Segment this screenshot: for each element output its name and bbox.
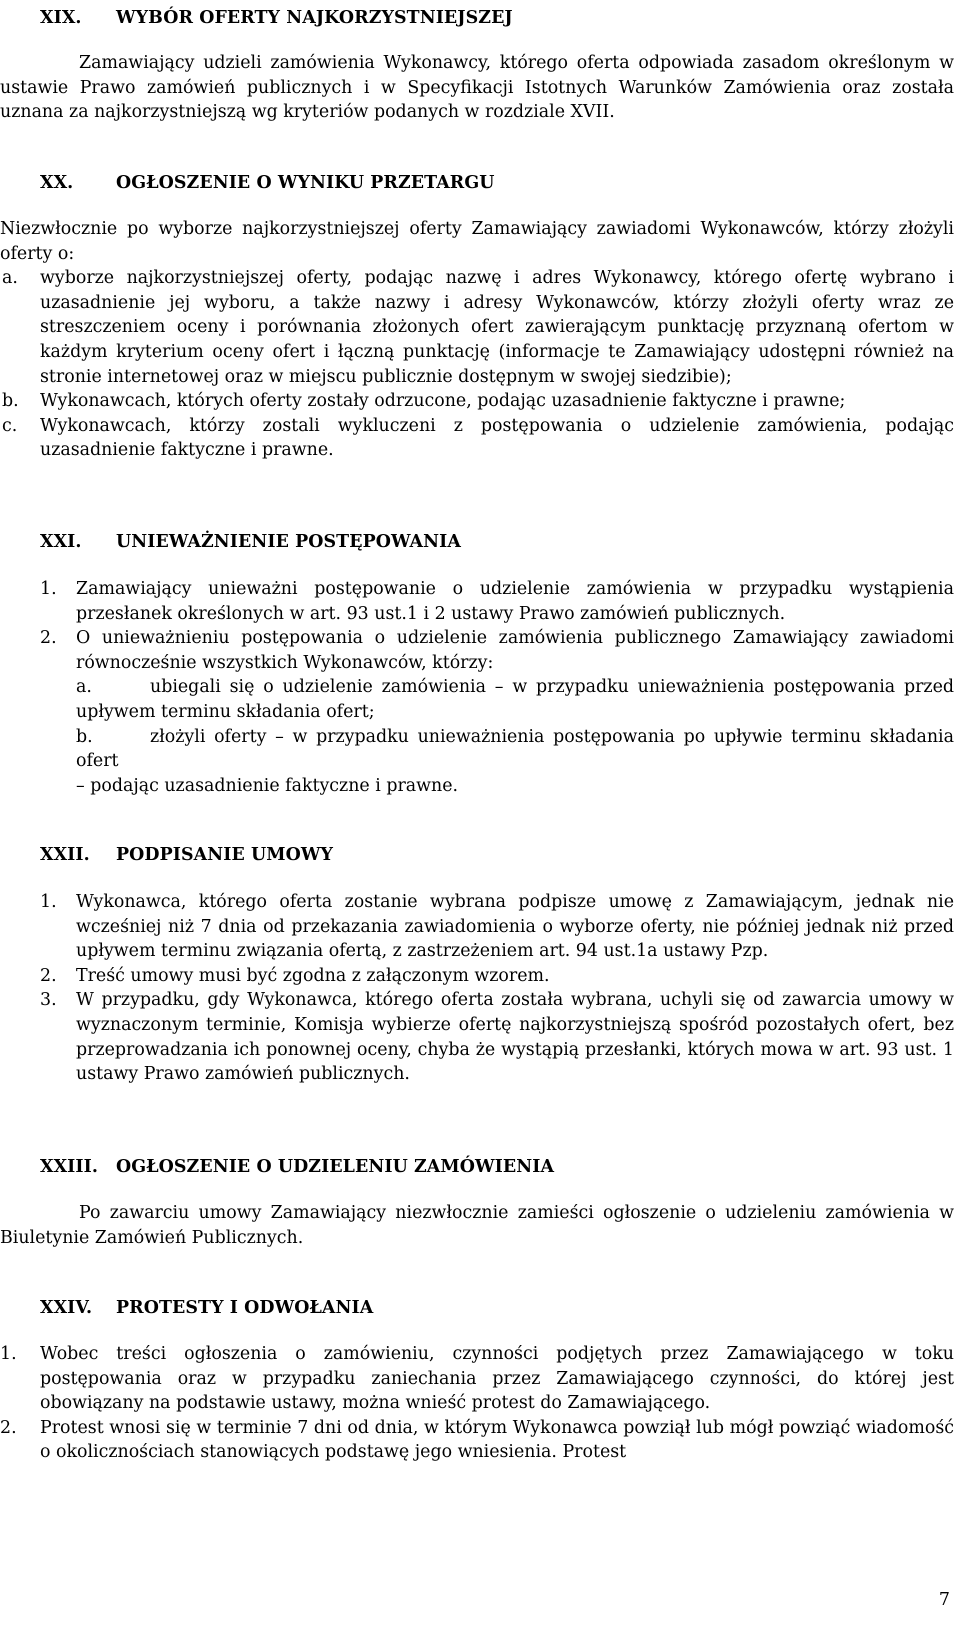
section-title: UNIEWAŻNIENIE POSTĘPOWANIA (116, 532, 461, 552)
section-title: OGŁOSZENIE O WYNIKU PRZETARGU (116, 173, 495, 193)
list-item (40, 964, 954, 989)
section-number: XXIV. (40, 1298, 93, 1318)
list-item-text: Treść umowy musi być zgodna z załączonym wzorem. (76, 965, 550, 986)
section-number: XXIII. (40, 1157, 99, 1177)
list-item-text: wyborze najkorzystniejszej oferty, podając nazwę i adres Wykonawcy, którego ofertę wybrano i uzasadnienie jej wyboru, a także nazwy i adresy Wykonawców, którzy złożyli oferty wraz ze streszczeniem oceny i porównania złożonych ofert zawierającym punktację przyznaną ofertom w każdym kryterium oceny ofert i łączną punktację (informacje te Zamawiający udostępni również na stronie internetowej oraz w miejscu publicznie dostępnym w swojej siedzibie); (40, 268, 954, 387)
list-item (40, 988, 954, 1086)
section-title: WYBÓR OFERTY NAJKORZYSTNIEJSZEJ (116, 8, 513, 28)
sub-item-body: ubiegali się o udzielenie zamówienia – w przypadku unieważnienia postępowania przed upływem terminu składania ofert; (76, 677, 954, 722)
section-xxi-body (40, 577, 954, 798)
list-item (40, 626, 954, 675)
list-marker: 1. (0, 1344, 17, 1364)
list-marker: 1. (40, 892, 57, 912)
section-xxiv-body (0, 1342, 954, 1465)
section-number: XXI. (40, 532, 82, 552)
list-item (2, 389, 954, 414)
list-marker: 1. (40, 579, 57, 599)
section-title: OGŁOSZENIE O UDZIELENIU ZAMÓWIENIA (116, 1157, 555, 1177)
paragraph: Zamawiający udzieli zamówienia Wykonawcy, którego oferta odpowiada zasadom określonym w ustawie Prawo zamówień publicznych i w Specyfikacji Istotnych Warunków Zamówienia oraz została uznana za najkorzystniejszą wg kryteriów podanych w rozdziale XVII. (0, 53, 954, 123)
list-item-text: Wobec treści ogłoszenia o zamówieniu, czynności podjętych przez Zamawiającego w toku postępowania oraz w przypadku zaniechania przez Zamawiającego czynności, do której jest obowiązany na podstawie ustawy, można wnieść protest do Zamawiającego. (40, 1344, 954, 1414)
list-item-text: W przypadku, gdy Wykonawca, którego oferta została wybrana, uchyli się od zawarcia umowy w wyznaczonym terminie, Komisja wybierze ofertę najkorzystniejszą spośród pozostałych ofert, bez przeprowadzania ich ponownej oceny, chyba że wystąpią przesłanki, których mowa w art. 93 ust. 1 ustawy Prawo zamówień publicznych. (76, 990, 954, 1085)
section-xix-body (0, 51, 954, 125)
section-title: PROTESTY I ODWOŁANIA (116, 1298, 374, 1318)
sub-list-item (76, 725, 954, 774)
section-heading-xxiv (40, 1296, 373, 1321)
section-number: XXII. (40, 845, 90, 865)
list-marker: 2. (40, 965, 57, 986)
sub-list-item (76, 675, 954, 724)
section-number: XX. (40, 173, 74, 193)
list-item-text (76, 725, 954, 774)
list-marker: b. (76, 726, 93, 747)
list-item (40, 577, 954, 626)
paragraph: Po zawarciu umowy Zamawiający niezwłocznie zamieści ogłoszenie o udzieleniu zamówienia w Biuletynie Zamówień Publicznych. (0, 1203, 954, 1248)
intro-paragraph: Niezwłocznie po wyborze najkorzystniejszej oferty Zamawiający zawiadomi Wykonawców, którzy złożyli oferty o: (0, 219, 954, 264)
list-item-text: Wykonawcach, których oferty zostały odrzucone, podając uzasadnienie faktyczne i prawne; (40, 391, 846, 412)
section-heading-xxii (40, 843, 333, 868)
list-marker: a. (76, 677, 92, 698)
list-item (0, 1416, 954, 1465)
list-item (0, 1342, 954, 1416)
section-number: XIX. (40, 8, 82, 28)
section-heading-xxi (40, 530, 461, 555)
list-item (2, 266, 954, 389)
section-xxii-body (40, 890, 954, 1087)
list-item-text: Zamawiający unieważni postępowanie o udzielenie zamówienia w przypadku wystąpienia przesłanek określonych w art. 93 ust.1 i 2 ustawy Prawo zamówień publicznych. (76, 579, 954, 624)
list-marker: 2. (40, 628, 57, 649)
list-marker: 2. (0, 1417, 17, 1438)
list-marker: c. (2, 415, 18, 436)
list-item-text (76, 675, 954, 724)
list-item-text: O unieważnieniu postępowania o udzielenie zamówienia publicznego Zamawiający zawiadomi równocześnie wszystkich Wykonawców, którzy: (76, 628, 954, 673)
page-number: 7 (938, 1590, 950, 1610)
list-marker: a. (2, 268, 18, 289)
closing-line: – podając uzasadnienie faktyczne i prawne. (76, 775, 459, 796)
section-heading-xx (40, 171, 495, 196)
list-item-text: Protest wnosi się w terminie 7 dni od dnia, w którym Wykonawca powziął lub mógł powziąć wiadomość o okolicznościach stanowiących podstawę jego wniesienia. Protest (40, 1417, 954, 1463)
section-title: PODPISANIE UMOWY (116, 845, 334, 865)
sub-item-body: złożyli oferty – w przypadku unieważnienia postępowania po upływie terminu składania ofert (76, 726, 954, 772)
section-heading-xix (40, 6, 513, 31)
list-item (40, 890, 954, 964)
section-xx-body (0, 217, 954, 463)
list-item (2, 414, 954, 463)
list-item-text: Wykonawca, którego oferta zostanie wybrana podpisze umowę z Zamawiającym, jednak nie wcześniej niż 7 dnia od przekazania zawiadomienia o wyborze oferty, nie później jednak niż przed upływem terminu związania ofertą, z zastrzeżeniem art. 94 ust.1a ustawy Pzp. (76, 892, 954, 962)
section-xxiii-body (0, 1201, 954, 1250)
list-marker: 3. (40, 990, 57, 1011)
list-marker: b. (2, 391, 19, 412)
section-heading-xxiii (40, 1155, 554, 1180)
list-item-text: Wykonawcach, którzy zostali wykluczeni z postępowania o udzielenie zamówienia, podając uzasadnienie faktyczne i prawne. (40, 415, 954, 461)
